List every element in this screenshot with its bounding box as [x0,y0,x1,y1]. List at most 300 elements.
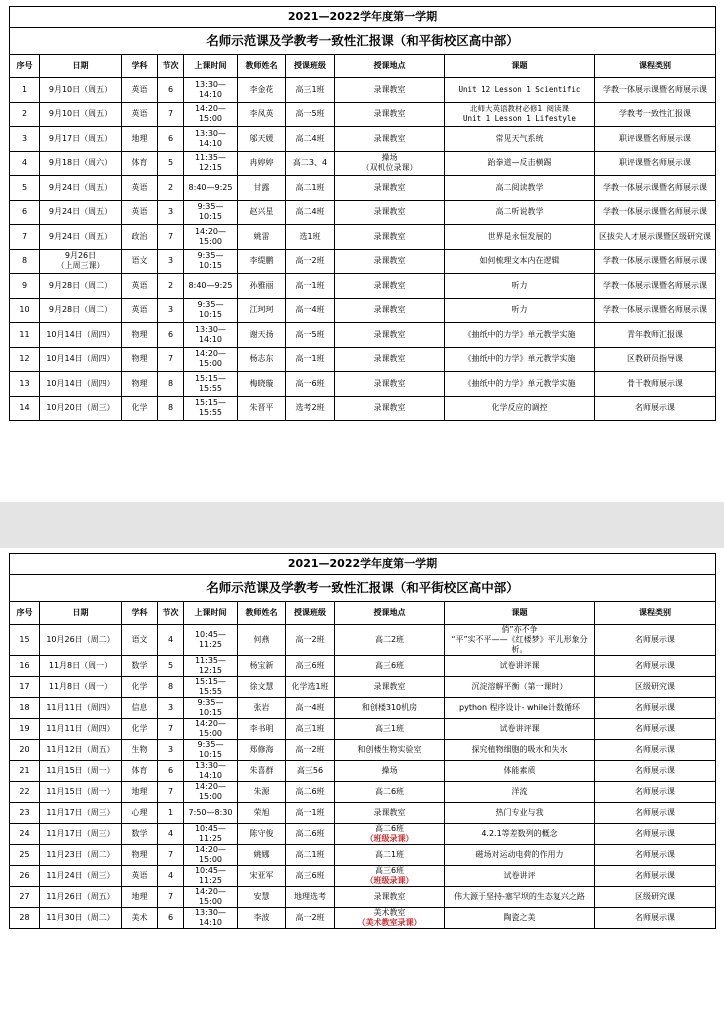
teacher-cell: 梅晓璇 [238,372,286,397]
date-cell: 11月15日（周一） [40,761,122,782]
place-cell [335,908,445,929]
time-cell: 10:45— 11:25 [184,824,238,845]
row-number: 14 [10,396,40,421]
column-header: 上课时间 [184,602,238,625]
subject-cell: 物理 [122,347,158,372]
row-number: 25 [10,845,40,866]
teacher-cell: 陈守俊 [238,824,286,845]
place-cell [335,761,445,782]
place-text: 录课教室 [373,84,406,94]
category-cell: 学教一体展示课暨名师展示课 [595,298,716,323]
row-number: 4 [10,151,40,176]
subject-cell: 英语 [122,298,158,323]
topic-cell: 听力 [445,274,595,299]
time-cell: 13:30— 14:10 [184,323,238,348]
table-row [10,908,716,929]
row-number: 15 [10,625,40,656]
class-cell: 选1班 [286,225,335,250]
row-number: 19 [10,719,40,740]
place-cell [335,625,445,656]
category-cell: 名师展示课 [595,845,716,866]
teacher-cell: 朱源 [238,782,286,803]
column-header: 学科 [122,602,158,625]
table-row [10,677,716,698]
class-cell: 高三6班 [286,656,335,677]
category-cell: 学教考一致性汇报课 [595,102,716,127]
teacher-cell: 李书明 [238,719,286,740]
topic-cell: 体能素质 [445,761,595,782]
period-cell: 6 [158,761,184,782]
subject-cell: 物理 [122,372,158,397]
place-text: 录课教室 [373,182,406,192]
subject-cell: 语文 [122,625,158,656]
place-cell [335,803,445,824]
class-cell: 高二1班 [286,176,335,201]
recording-note: （班级录课） [365,834,414,843]
date-cell: 11月17日（周三） [40,803,122,824]
place-text: 和创楼生物实验室 [357,745,422,754]
teacher-cell: 姚娜 [238,845,286,866]
subject-cell: 语文 [122,249,158,274]
category-cell: 职评课暨名师展示课 [595,151,716,176]
period-cell: 5 [158,656,184,677]
date-cell: 11月8日（周一） [40,677,122,698]
class-cell: 高一1班 [286,803,335,824]
place-text: 高三6班 [374,661,405,670]
date-cell: 9月24日（周五） [40,176,122,201]
class-cell: 高一4班 [286,698,335,719]
time-cell: 13:30— 14:10 [184,761,238,782]
teacher-cell: 杨宝新 [238,656,286,677]
topic-cell: 沉淀溶解平衡（第一课时） [445,677,595,698]
row-number: 2 [10,102,40,127]
time-cell: 9:35— 10:15 [184,249,238,274]
row-number: 9 [10,274,40,299]
teacher-cell: 荣旭 [238,803,286,824]
place-cell [335,887,445,908]
row-number: 27 [10,887,40,908]
place-cell [335,698,445,719]
subject-cell: 地理 [122,782,158,803]
date-cell: 11月26日（周五） [40,887,122,908]
place-cell [335,656,445,677]
category-cell: 区拔尖人才展示课暨区级研究课 [595,225,716,250]
place-text: 录课教室 [373,256,406,266]
place-cell [335,225,445,250]
date-cell: 10月14日（周四） [40,372,122,397]
row-number: 22 [10,782,40,803]
row-number: 5 [10,176,40,201]
place-text: 高三6班 [374,866,405,875]
place-cell [335,274,445,299]
place-cell [335,677,445,698]
place-cell [335,249,445,274]
time-cell: 14:20— 15:00 [184,845,238,866]
row-number: 28 [10,908,40,929]
topic-cell: 跆拳道—反击横踢 [445,151,595,176]
row-number: 24 [10,824,40,845]
topic-cell: 洋流 [445,782,595,803]
table-row [10,782,716,803]
topic-cell: 伟大源于坚持-塞罕坝的生态复兴之路 [445,887,595,908]
date-cell: 10月14日（周四） [40,323,122,348]
period-cell: 6 [158,78,184,103]
category-cell: 名师展示课 [595,656,716,677]
date-cell: 11月23日（周二） [40,845,122,866]
category-cell: 名师展示课 [595,396,716,421]
class-cell: 高一2班 [286,740,335,761]
column-header: 序号 [10,55,40,78]
row-number: 13 [10,372,40,397]
time-cell: 14:20— 15:00 [184,347,238,372]
table-row [10,845,716,866]
date-cell: 11月11日（周四） [40,698,122,719]
table-row [10,698,716,719]
table-row [10,176,716,201]
date-cell: 10月14日（周四） [40,347,122,372]
period-cell: 6 [158,323,184,348]
topic-cell: 化学反应的调控 [445,396,595,421]
table-row [10,396,716,421]
class-cell: 高一1班 [286,347,335,372]
place-cell [335,78,445,103]
subject-cell: 物理 [122,845,158,866]
period-cell: 1 [158,803,184,824]
category-cell: 学教一体展示课暨名师展示课 [595,249,716,274]
date-cell: 9月26日 （上周三课） [40,249,122,274]
date-cell: 11月17日（周三） [40,824,122,845]
subject-cell: 英语 [122,200,158,225]
subject-cell: 体育 [122,761,158,782]
period-cell: 3 [158,200,184,225]
time-cell: 9:35— 10:15 [184,200,238,225]
column-header: 教师姓名 [238,602,286,625]
column-header: 日期 [40,602,122,625]
topic-cell: 高二阅读教学 [445,176,595,201]
column-header: 课程类别 [595,602,716,625]
place-text: 操场 [381,766,398,775]
date-cell: 11月11日（周四） [40,719,122,740]
teacher-cell: 甘露 [238,176,286,201]
subject-cell: 心理 [122,803,158,824]
column-header: 课题 [445,55,595,78]
column-header: 授课班级 [286,55,335,78]
topic-cell: 陶瓷之美 [445,908,595,929]
category-cell: 名师展示课 [595,719,716,740]
class-cell: 地理选考 [286,887,335,908]
place-cell [335,782,445,803]
class-cell: 高二6班 [286,782,335,803]
table-row [10,656,716,677]
teacher-cell: 谢天扬 [238,323,286,348]
schedule-table-2 [9,553,716,929]
topic-cell: 《抽纸中的力学》单元教学实施 [445,372,595,397]
row-number: 6 [10,200,40,225]
teacher-cell: 何燕 [238,625,286,656]
row-number: 11 [10,323,40,348]
row-number: 3 [10,127,40,152]
period-cell: 6 [158,127,184,152]
period-cell: 7 [158,845,184,866]
table-row [10,761,716,782]
category-cell: 学教一体展示课暨名师展示课 [595,274,716,299]
table-row [10,102,716,127]
date-cell: 9月24日（周五） [40,200,122,225]
place-text: 录课教室 [373,682,406,691]
period-cell: 4 [158,866,184,887]
place-cell [335,845,445,866]
schedule-table-1 [9,6,716,421]
category-cell: 名师展示课 [595,740,716,761]
class-cell: 高二1班 [286,845,335,866]
category-cell: 名师展示课 [595,625,716,656]
topic-cell: 俏”亦不争 “平”实不平——《红楼梦》平儿形象分析。 [445,625,595,656]
category-cell: 学教一体展示课暨名师展示课 [595,78,716,103]
date-cell: 9月17日（周五） [40,127,122,152]
table-row [10,719,716,740]
table-row [10,298,716,323]
period-cell: 7 [158,719,184,740]
row-number: 8 [10,249,40,274]
class-cell: 高一5班 [286,323,335,348]
column-header: 授课地点 [335,55,445,78]
place-cell [335,298,445,323]
table-row [10,225,716,250]
subject-cell: 体育 [122,151,158,176]
topic-cell: 常见天气系统 [445,127,595,152]
place-text: 录课教室 [373,354,406,364]
class-cell: 高一4班 [286,298,335,323]
subject-cell: 地理 [122,127,158,152]
teacher-cell: 姚雷 [238,225,286,250]
time-cell: 9:35— 10:15 [184,698,238,719]
column-header: 课题 [445,602,595,625]
teacher-cell: 朱晋平 [238,396,286,421]
class-cell: 高一5班 [286,102,335,127]
period-cell: 3 [158,740,184,761]
topic-cell: 世界是永恒发展的 [445,225,595,250]
subject-cell: 地理 [122,887,158,908]
table-row [10,866,716,887]
subject-cell: 英语 [122,176,158,201]
subject-cell: 生物 [122,740,158,761]
topic-cell: 《抽纸中的力学》单元教学实施 [445,347,595,372]
class-cell: 高三56 [286,761,335,782]
table-subtitle: 名师示范课及学教考一致性汇报课（和平街校区高中部） [10,28,716,55]
row-number: 1 [10,78,40,103]
time-cell: 14:20— 15:00 [184,102,238,127]
period-cell: 6 [158,908,184,929]
time-cell: 10:45— 11:25 [184,625,238,656]
category-cell: 名师展示课 [595,908,716,929]
place-text: 高二1班 [374,850,405,859]
place-text: 录课教室 [373,133,406,143]
date-cell: 11月24日（周三） [40,866,122,887]
time-cell: 8:40—9:25 [184,274,238,299]
time-cell: 13:30— 14:10 [184,78,238,103]
subject-cell: 数学 [122,824,158,845]
date-cell: 9月10日（周五） [40,102,122,127]
table-subtitle: 名师示范课及学教考一致性汇报课（和平街校区高中部） [10,575,716,602]
place-text: 高二6班 [374,824,405,833]
recording-note: （班级录课） [365,876,414,885]
table-row [10,127,716,152]
table-row [10,249,716,274]
teacher-cell: 赵兴星 [238,200,286,225]
place-text: 和创楼310机房 [361,703,418,712]
time-cell: 9:35— 10:15 [184,740,238,761]
period-cell: 3 [158,298,184,323]
table-row [10,824,716,845]
subject-cell: 英语 [122,78,158,103]
column-header: 序号 [10,602,40,625]
place-text: 录课教室 [373,808,406,817]
time-cell: 7:50—8:30 [184,803,238,824]
class-cell: 高二4班 [286,127,335,152]
period-cell: 7 [158,102,184,127]
category-cell: 学教一体展示课暨名师展示课 [595,200,716,225]
class-cell: 化学选1班 [286,677,335,698]
category-cell: 青年教师汇报课 [595,323,716,348]
time-cell: 14:20— 15:00 [184,225,238,250]
time-cell: 11:35— 12:15 [184,656,238,677]
topic-cell: Unit 12 Lesson 1 Scientific [445,78,595,103]
topic-cell: 如何梳理文本内在逻辑 [445,249,595,274]
period-cell: 3 [158,698,184,719]
row-number: 12 [10,347,40,372]
topic-cell: 高二听说教学 [445,200,595,225]
class-cell: 高二6班 [286,824,335,845]
place-cell [335,176,445,201]
row-number: 10 [10,298,40,323]
topic-cell: 热门专业与我 [445,803,595,824]
teacher-cell: 李波 [238,908,286,929]
place-text: 录课教室 [373,403,406,413]
place-cell [335,740,445,761]
class-cell: 高一2班 [286,625,335,656]
teacher-cell: 朱喜群 [238,761,286,782]
subject-cell: 英语 [122,274,158,299]
time-cell: 9:35— 10:15 [184,298,238,323]
category-cell: 名师展示课 [595,803,716,824]
category-cell: 名师展示课 [595,698,716,719]
subject-cell: 美术 [122,908,158,929]
subject-cell: 政治 [122,225,158,250]
subject-cell: 化学 [122,719,158,740]
time-cell: 13:30— 14:10 [184,127,238,152]
teacher-cell: 郑修海 [238,740,286,761]
time-cell: 14:20— 15:00 [184,887,238,908]
place-cell [335,372,445,397]
category-cell: 区教研员指导课 [595,347,716,372]
period-cell: 7 [158,782,184,803]
place-text: 高二2班 [374,635,405,644]
date-cell: 11月8日（周一） [40,656,122,677]
topic-cell: 探究植物细胞的吸水和失水 [445,740,595,761]
class-cell: 高三1班 [286,719,335,740]
subject-cell: 化学 [122,677,158,698]
class-cell: 高二4班 [286,200,335,225]
place-text: 录课教室 [373,378,406,388]
time-cell: 10:45— 11:25 [184,866,238,887]
place-text: 录课教室 [373,207,406,217]
teacher-cell: 邬天媛 [238,127,286,152]
subject-cell: 化学 [122,396,158,421]
subject-cell: 物理 [122,323,158,348]
period-cell: 2 [158,274,184,299]
place-cell [335,866,445,887]
teacher-cell: 李缇鹏 [238,249,286,274]
place-text: 操场 （双机位录课） [361,153,418,173]
column-header: 学科 [122,55,158,78]
time-cell: 8:40—9:25 [184,176,238,201]
topic-cell: python 程序设计- while计数循环 [445,698,595,719]
place-text: 高三1班 [374,724,405,733]
place-text: 录课教室 [373,109,406,119]
time-cell: 14:20— 15:00 [184,719,238,740]
class-cell: 高一1班 [286,274,335,299]
column-header: 教师姓名 [238,55,286,78]
table-row [10,347,716,372]
column-header: 日期 [40,55,122,78]
place-text: 录课教室 [373,231,406,241]
time-cell: 13:30— 14:10 [184,908,238,929]
place-cell [335,200,445,225]
category-cell: 学教一体展示课暨名师展示课 [595,176,716,201]
category-cell: 区级研究课 [595,887,716,908]
teacher-cell: 李凤英 [238,102,286,127]
category-cell: 区级研究课 [595,677,716,698]
row-number: 20 [10,740,40,761]
teacher-cell: 张岩 [238,698,286,719]
period-cell: 8 [158,396,184,421]
place-cell [335,347,445,372]
year-title: 2021—2022学年度第一学期 [10,7,716,28]
class-cell: 高一6班 [286,372,335,397]
date-cell: 9月18日（周六） [40,151,122,176]
row-number: 26 [10,866,40,887]
teacher-cell: 安慧 [238,887,286,908]
place-text: 录课教室 [373,329,406,339]
row-number: 18 [10,698,40,719]
period-cell: 8 [158,372,184,397]
category-cell: 名师展示课 [595,824,716,845]
date-cell: 11月12日（周五） [40,740,122,761]
time-cell: 15:15— 15:55 [184,396,238,421]
topic-cell: 试卷讲评课 [445,656,595,677]
period-cell: 7 [158,887,184,908]
place-cell [335,323,445,348]
teacher-cell: 李金花 [238,78,286,103]
teacher-cell: 宋亚军 [238,866,286,887]
teacher-cell: 徐文慧 [238,677,286,698]
row-number: 23 [10,803,40,824]
time-cell: 11:35— 12:15 [184,151,238,176]
topic-cell: 试卷讲评课 [445,719,595,740]
year-title: 2021—2022学年度第一学期 [10,554,716,575]
place-cell [335,151,445,176]
class-cell: 高一2班 [286,908,335,929]
topic-cell: 北师大英语教材必修1 阅读课 Unit 1 Lesson 1 Lifestyle [445,102,595,127]
row-number: 17 [10,677,40,698]
class-cell: 选考2班 [286,396,335,421]
category-cell: 名师展示课 [595,866,716,887]
table-row [10,625,716,656]
table-row [10,372,716,397]
topic-cell: 试卷讲评 [445,866,595,887]
category-cell: 骨干教师展示课 [595,372,716,397]
row-number: 16 [10,656,40,677]
